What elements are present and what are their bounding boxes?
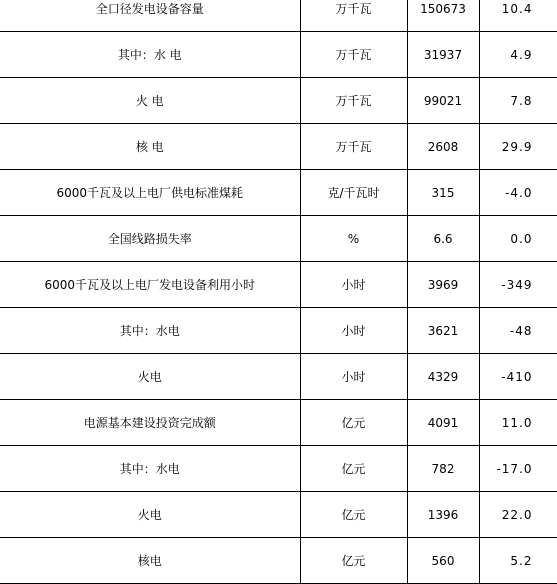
growth-rate-text: -48 xyxy=(509,323,533,338)
growth-rate-cell xyxy=(479,78,557,124)
growth-rate-text: 5.2 xyxy=(510,553,533,568)
unit-cell: % xyxy=(300,216,407,262)
value-cell: 6.6 xyxy=(407,216,479,262)
growth-rate-text: -410 xyxy=(501,369,533,384)
growth-rate-text: 7.8 xyxy=(510,93,533,108)
indicator-name: 核电 xyxy=(0,538,300,584)
indicator-name: 核 电 xyxy=(0,124,300,170)
growth-rate-text: -4.0 xyxy=(505,185,533,200)
table-row xyxy=(0,170,557,216)
indicator-name: 全国线路损失率 xyxy=(0,216,300,262)
value-cell: 4091 xyxy=(407,400,479,446)
unit-cell: 小时 xyxy=(300,262,407,308)
table-row xyxy=(0,538,557,584)
growth-rate-text: 29.9 xyxy=(501,139,533,154)
indicator-name: 火电 xyxy=(0,354,300,400)
table-row xyxy=(0,32,557,78)
growth-rate-cell xyxy=(479,492,557,538)
table-row xyxy=(0,446,557,492)
value-cell: 3969 xyxy=(407,262,479,308)
growth-rate-text: 11.0 xyxy=(501,415,533,430)
indicator-name: 火 电 xyxy=(0,78,300,124)
indicator-name: 其中：水电 xyxy=(0,308,300,354)
unit-cell: 万千瓦 xyxy=(300,124,407,170)
value-cell: 782 xyxy=(407,446,479,492)
value-cell: 3621 xyxy=(407,308,479,354)
growth-rate-cell xyxy=(479,32,557,78)
table-row xyxy=(0,400,557,446)
table-row xyxy=(0,354,557,400)
growth-rate-text: 0.0 xyxy=(510,231,533,246)
growth-rate-text: 22.0 xyxy=(501,507,533,522)
growth-rate-text: -349 xyxy=(501,277,533,292)
unit-cell: 万千瓦 xyxy=(300,78,407,124)
value-cell: 2608 xyxy=(407,124,479,170)
growth-rate-cell xyxy=(479,262,557,308)
table-row xyxy=(0,78,557,124)
indicator-name: 6000千瓦及以上电厂供电标准煤耗 xyxy=(0,170,300,216)
table-row xyxy=(0,492,557,538)
table-row xyxy=(0,262,557,308)
value-cell: 150673 xyxy=(407,0,479,32)
indicator-name: 其中：水 电 xyxy=(0,32,300,78)
indicator-name: 火电 xyxy=(0,492,300,538)
growth-rate-cell xyxy=(479,124,557,170)
unit-cell: 小时 xyxy=(300,308,407,354)
unit-cell: 克/千瓦时 xyxy=(300,170,407,216)
table-row xyxy=(0,124,557,170)
growth-rate-cell xyxy=(479,446,557,492)
indicator-name: 其中：水电 xyxy=(0,446,300,492)
unit-cell: 亿元 xyxy=(300,492,407,538)
value-cell: 4329 xyxy=(407,354,479,400)
unit-cell: 亿元 xyxy=(300,538,407,584)
value-cell: 315 xyxy=(407,170,479,216)
growth-rate-cell xyxy=(479,308,557,354)
growth-rate-cell xyxy=(479,216,557,262)
unit-cell: 小时 xyxy=(300,354,407,400)
growth-rate-text: -17.0 xyxy=(496,461,533,476)
growth-rate-text: 4.9 xyxy=(510,47,533,62)
value-cell: 99021 xyxy=(407,78,479,124)
growth-rate-cell xyxy=(479,538,557,584)
table-row xyxy=(0,0,557,32)
value-cell: 31937 xyxy=(407,32,479,78)
table-row xyxy=(0,216,557,262)
unit-cell: 亿元 xyxy=(300,446,407,492)
value-cell: 560 xyxy=(407,538,479,584)
unit-cell: 万千瓦 xyxy=(300,32,407,78)
growth-rate-cell xyxy=(479,354,557,400)
table-row xyxy=(0,308,557,354)
growth-rate-cell xyxy=(479,0,557,32)
growth-rate-cell xyxy=(479,400,557,446)
unit-cell: 亿元 xyxy=(300,400,407,446)
indicator-name: 全口径发电设备容量 xyxy=(0,0,300,32)
growth-rate-cell xyxy=(479,170,557,216)
indicator-name: 电源基本建设投资完成额 xyxy=(0,400,300,446)
unit-cell: 万千瓦 xyxy=(300,0,407,32)
growth-rate-text: 10.4 xyxy=(501,1,533,16)
indicator-name: 6000千瓦及以上电厂发电设备利用小时 xyxy=(0,262,300,308)
value-cell: 1396 xyxy=(407,492,479,538)
